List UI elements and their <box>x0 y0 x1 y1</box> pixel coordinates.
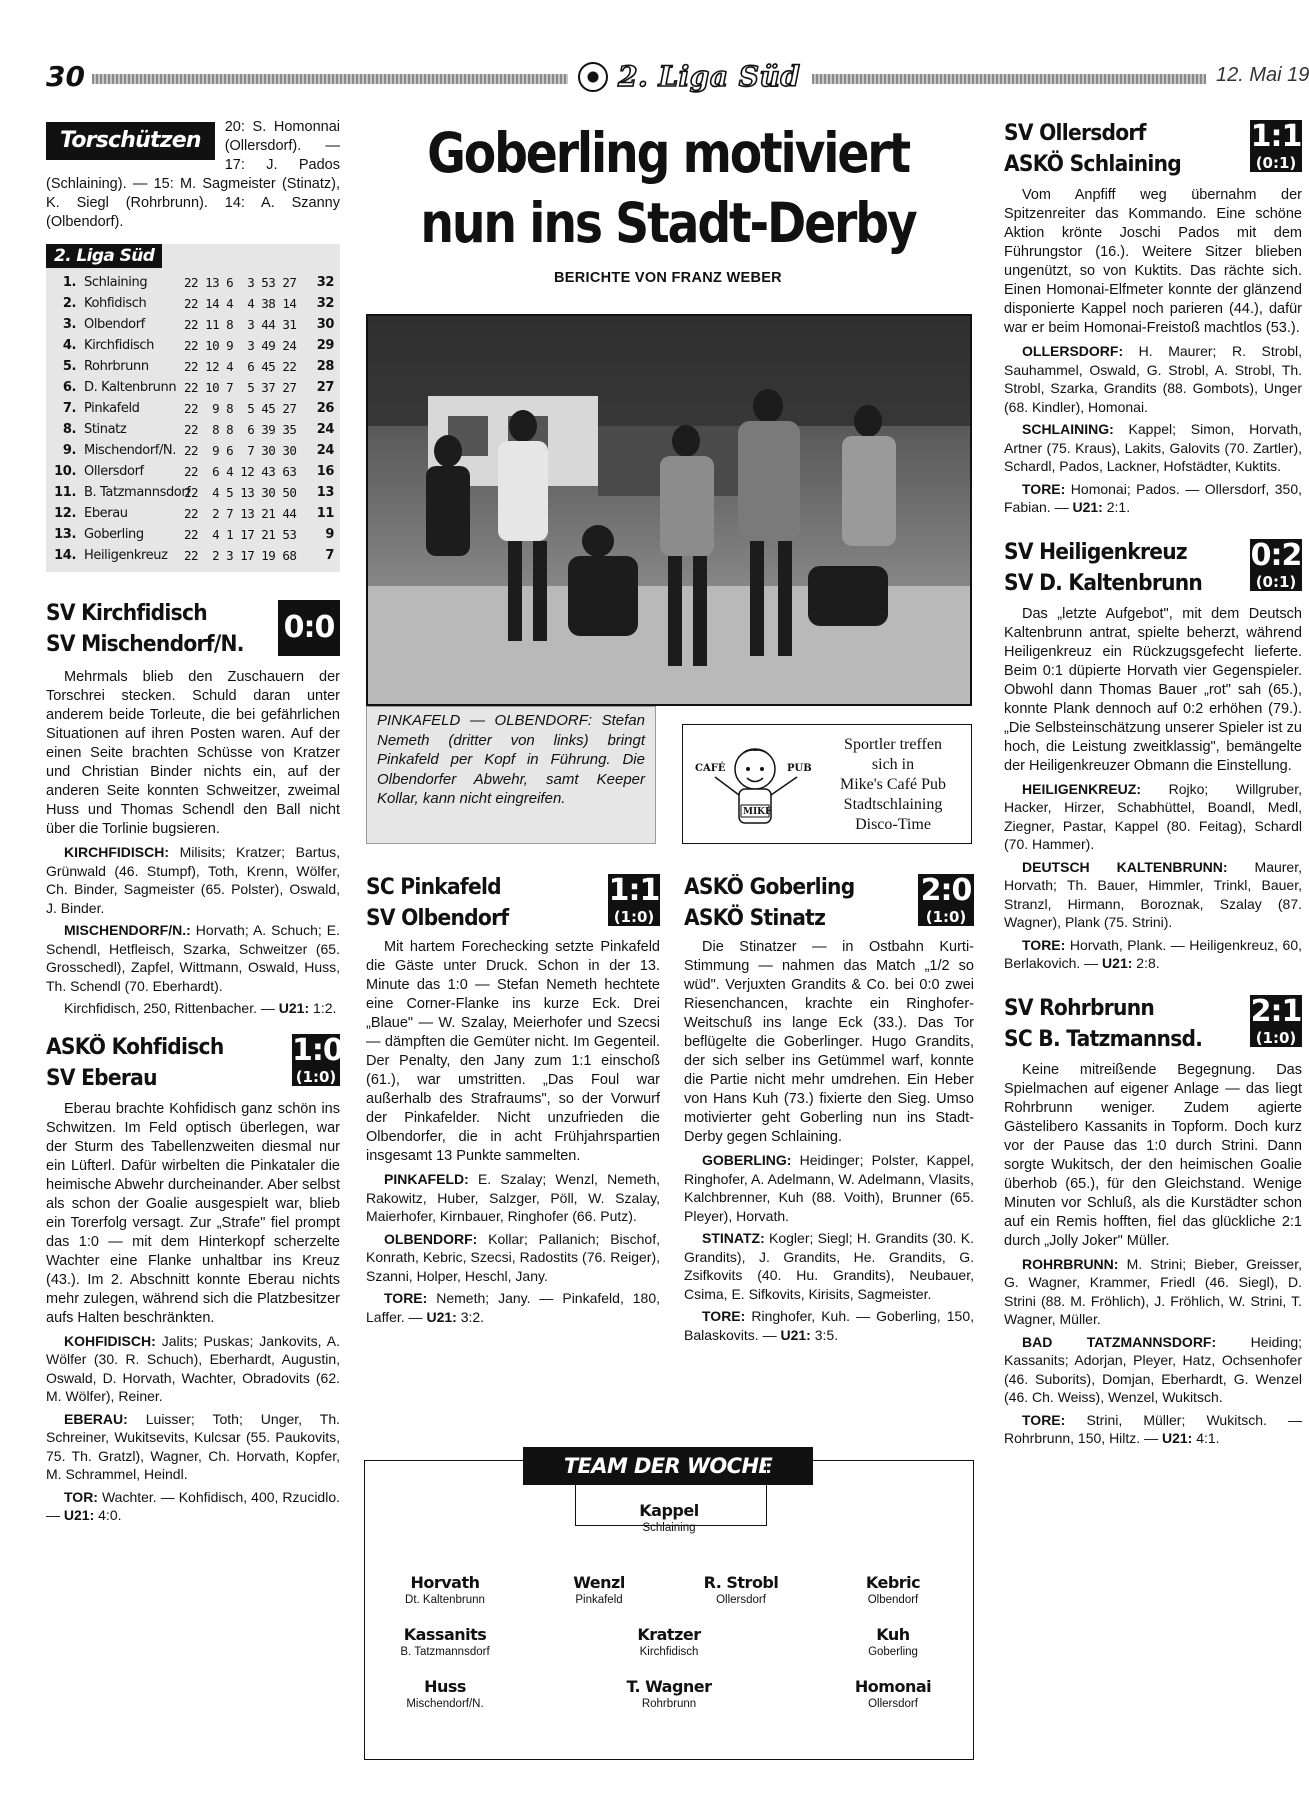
standings-table <box>46 244 340 572</box>
standings-team: Rohrbrunn <box>84 359 149 374</box>
standings-row <box>46 335 340 356</box>
team-of-week-player <box>365 1573 525 1607</box>
player-club: B. Tatzmannsdorf <box>400 1646 490 1658</box>
match-kohfidisch <box>46 1032 343 1525</box>
match-report: Vom Anpfiff weg übernahm der Spitzenreiter das Kommando. Eine schöne Aktion krönte Joschi Pados mit dem Führungstor (16.). Weitere Sitzer blieben ungenützt, so von Kuktits. Das rächte sich. Einen Homonai-Elfmeter konnte der glänzend disponierte Kappel noch parieren (44.), dafür war er beim Homonai-Freistoß machtlos (53.). <box>1004 187 1302 336</box>
standings-rank: 9. <box>62 443 76 458</box>
page-header <box>46 60 1309 94</box>
score-badge <box>918 874 974 926</box>
away-team: SV Olbendorf <box>366 906 509 931</box>
photo-illustration <box>368 316 970 704</box>
scorers-box <box>46 118 340 232</box>
standings-team: Goberling <box>84 527 144 542</box>
away-team: SV Mischendorf/N. <box>46 632 244 657</box>
match-teams <box>1004 537 1278 599</box>
player-name: Kassanits <box>403 1625 487 1644</box>
headline-line1: Goberling motiviert <box>427 121 909 185</box>
ad-badge: MIKE <box>743 807 772 817</box>
ad-sign-left: CAFÉ <box>695 763 726 774</box>
standings-row <box>46 461 340 482</box>
standings-pts: 28 <box>316 359 334 374</box>
standings-stats: 22 11 8 3 44 31 <box>184 317 297 332</box>
standings-team: D. Kaltenbrunn <box>84 380 177 395</box>
final-score: 1:1 <box>608 873 660 908</box>
match-teams <box>46 598 316 660</box>
standings-rank: 2. <box>62 296 76 311</box>
player-name: R. Strobl <box>703 1573 779 1592</box>
standings-row <box>46 272 340 293</box>
score-badge <box>1250 539 1302 591</box>
team-of-week-player <box>365 1677 525 1711</box>
soccer-ball-icon <box>578 62 608 92</box>
team-of-week-title: TEAM DER WOCHE <box>523 1447 813 1485</box>
standings-pts: 9 <box>325 527 334 542</box>
byline: BERICHTE VON FRANZ WEBER <box>554 270 782 286</box>
home-team: SV Ollersdorf <box>1004 121 1146 146</box>
standings-rank: 10. <box>54 464 76 479</box>
lineups: ROHRBRUNN: M. Strini; Bieber, Greisser, G. Wagner, Krammer, Friedl (46. Siegl), D. Strini (88. M. Fröhlich), J. Fröhlich, W. Strini, T. Wagner, Müller. BAD TATZMANNSDORF: Heiding; Kassanits; Adorjan, Pleyer, Hatz, Ochsenhofer (46. Suborits), Domjan, Eberhardt, G. Wenzel (46. Ch. Weiss), Wenzel, Wukitsch. TORE: Strini, Müller; Wukitsch. — Rohrbrunn, 150, Hiltz. — U21: 4:1. <box>1004 1255 1303 1446</box>
final-score: 1:0 <box>292 1032 343 1068</box>
standings-stats: 22 2 3 17 19 68 <box>184 548 297 563</box>
standings-stats: 22 9 6 7 30 30 <box>184 443 297 458</box>
player-club: Ollersdorf <box>868 1698 918 1710</box>
standings-pts: 16 <box>316 464 334 479</box>
player-club: Schlaining <box>642 1522 696 1534</box>
standings-pts: 30 <box>316 317 334 332</box>
player-club: Goberling <box>868 1646 918 1658</box>
standings-rank: 8. <box>62 422 76 437</box>
match-teams <box>366 872 636 934</box>
away-team: SV D. Kaltenbrunn <box>1004 570 1203 596</box>
team-of-week-player <box>813 1573 973 1607</box>
player-name: Huss <box>424 1677 466 1696</box>
player-club: Olbendorf <box>867 1594 919 1606</box>
player-name: Horvath <box>410 1573 480 1592</box>
match-report: Die Stinatzer — in Ostbahn Kurti-Stimmung — nahmen das Match „1/2 so wüd". Verjuxten Grandits & Co. bei 0:0 zwei Riesenchancen, krachte ein Ringhofer-Weitschuß ins lange Eck (33.). Das Tor beflügelte die Goberlinger. Hugo Grandits, der sich selber ins Getümmel warf, konnte die Partie nicht mehr umdrehen. Ein Heber von Hans Kuh (73.) fixierte den Sieg. Umso motivierter geht Goberling nun ins Stadt-Derby gegen Schlaining. <box>684 939 974 1145</box>
standings-stats: 22 8 8 6 39 35 <box>184 422 297 437</box>
standings-pts: 29 <box>316 338 334 353</box>
standings-team: Kohfidisch <box>84 296 147 311</box>
match-teams <box>1004 118 1278 180</box>
right-column <box>1004 118 1303 1768</box>
standings-pts: 32 <box>316 275 334 290</box>
home-team: SV Kirchfidisch <box>46 601 207 626</box>
lineups: KIRCHFIDISCH: Milisits; Kratzer; Bartus, Grünwald (46. Stumpf), Toth, Krenn, Wölfer, Ch. Binder, Sagmeister (65. Polster), Oswald, J. Binder. MISCHENDORF/N.: Horvath; A. Schuch; E. Schendl, Hetfleisch, Szarka, Schweitzer (65. Grosschedl), Zapfel, Wittmann, Oswald, Huss, Th. Schendl (70. Eberhardt). Kirchfidisch, 250, Rittenbacher. — U21: 1:2. <box>46 844 341 1016</box>
team-of-week <box>364 1454 974 1760</box>
team-of-week-player <box>365 1625 525 1659</box>
away-team: ASKÖ Schlaining <box>1004 152 1181 177</box>
halftime-score: (1:0) <box>295 1067 337 1086</box>
page-number: 30 <box>46 60 85 93</box>
standings-rank: 4. <box>62 338 76 353</box>
match-teams <box>1004 993 1278 1055</box>
scorers-title: Torschützen <box>46 122 215 160</box>
lineups: GOBERLING: Heidinger; Polster, Kappel, Ringhofer, A. Adelmann, W. Adelmann, Vlasits, Kalchbrenner, Kuh (88. Voith), Brunner (65. Pleyer), Horvath. STINATZ: Kogler; Siegl; H. Grandits (30. K. Grandits), J. Grandits, He. Grandits, G. Zsifkovits (40. Hu. Grandits), Neubauer, Csima, E. Sifkovits, Kirisits, Sagmeister. TORE: Ringhofer, Kuh. — Goberling, 150, Balaskovits. — U21: 3:5. <box>684 1152 975 1343</box>
standings-row <box>46 293 340 314</box>
halftime-score: (1:0) <box>1255 1028 1297 1047</box>
standings-stats: 22 2 7 13 21 44 <box>184 506 297 521</box>
lineups: KOHFIDISCH: Jalits; Puskas; Jankovits, A. Wölfer (30. R. Schuch), Eberhardt, Augustin, Oswald, D. Horvath, Wachter, Obradovits (62. M. Wölfer), Reiner. EBERAU: Luisser; Toth; Unger, Th. Schreiner, Wukitsevits, Kulcsar (55. Paukovits, 75. Th. Gratzl), Wagner, Ch. Horvath, Kopfer, M. Schrammel, Heindl. TOR: Wachter. — Kohfidisch, 400, Rzucidlo. — U21: 4:0. <box>46 1332 340 1523</box>
standings-pts: 7 <box>325 548 334 563</box>
ad-sign-right: PUB <box>787 763 812 774</box>
match-pinkafeld <box>366 872 660 1330</box>
standings-stats: 22 4 1 17 21 53 <box>184 527 297 542</box>
issue-date: 12. Mai 19 <box>1216 64 1309 86</box>
player-name: Wenzl <box>573 1573 625 1592</box>
standings-team: Heiligenkreuz <box>84 548 168 563</box>
player-name: Homonai <box>854 1677 932 1696</box>
match-report: Mehrmals blieb den Zuschauern der Torschrei stecken. Schuld daran unter anderem beide Torleute, die bei gefährlichen Situationen auf ihren Posten waren. Auf der einen Seite brachten Schüsse von Kratzer und Christian Binder nichts ein, auf der anderen Seite konnten Schweitzer, zweimal Huss und Thomas Schendl den Ball nicht über die Torlinie bugsieren. <box>46 669 340 837</box>
score-badge <box>292 1032 343 1086</box>
standings-team: Ollersdorf <box>84 464 144 479</box>
standings-stats: 22 12 4 6 45 22 <box>184 359 297 374</box>
halftime-score: (1:0) <box>925 908 967 926</box>
standings-rank: 3. <box>62 317 76 332</box>
photo-caption: PINKAFELD — OLBENDORF: Stefan Nemeth (dritter von links) bringt Pinkafeld per Kopf in Führung. Die Olbendorfer Abwehr, samt Keeper Kollar, kann nicht eingreifen. <box>366 706 656 844</box>
score-badge <box>1250 120 1302 172</box>
player-name: Kuh <box>876 1625 910 1644</box>
player-name: T. Wagner <box>626 1677 712 1696</box>
home-team: SC Pinkafeld <box>366 875 501 900</box>
standings-pts: 27 <box>316 380 334 395</box>
home-team: SV Heiligenkreuz <box>1004 539 1187 565</box>
header-rule-left <box>92 74 568 84</box>
lineups: OLLERSDORF: H. Maurer; R. Strobl, Sauhammel, Oswald, G. Strobl, A. Strobl, Th. Strobl, Szarka, Grandits (88. Gombots), Unger (68. Kindler), Homonai. SCHLAINING: Kappel; Simon, Horvath, Artner (75. Kraus), Lakits, Galovits (70. Zartler), Schardl, Pados, Lackner, Hofstädter, Kuktits. TORE: Homonai; Pados. — Ollersdorf, 350, Fabian. — U21: 2:1. <box>1004 343 1303 515</box>
lineups: PINKAFELD: E. Szalay; Wenzl, Nemeth, Rakowitz, Huber, Salzger, Pöll, W. Szalay, Maierhofer, Kirnbauer, Ringhofer (66. Putz). OLBENDORF: Kollar; Pallanich; Bischof, Konrath, Kebric, Szecsi, Radostits (76. Reiger), Szanni, Holper, Heschl, Jany. TORE: Nemeth; Jany. — Pinkafeld, 180, Laffer. — U21: 3:2. <box>366 1171 661 1325</box>
header-rule-right <box>812 74 1206 84</box>
match-heiligenkreuz <box>1004 537 1302 973</box>
player-club: Kirchfidisch <box>639 1646 699 1658</box>
standings-row <box>46 377 340 398</box>
player-name: Kebric <box>865 1573 921 1592</box>
standings-team: Olbendorf <box>84 317 145 332</box>
standings-team: B. Tatzmannsdorf <box>84 485 191 500</box>
player-club: Ollersdorf <box>716 1594 766 1606</box>
match-teams <box>46 1032 316 1094</box>
team-of-week-player <box>519 1573 679 1607</box>
match-report: Eberau brachte Kohfidisch ganz schön ins Schwitzen. Im Feld optisch überlegen, war der Sturm des Tabellenzweiten diesmal nur ein Lüfterl. Dafür wirbelten die Pinkataler die heimische Abwehr durcheinander. Aber selbst als schon der Goalie ausgespielt war, blieb ein Torerfolg versagt. Zur „Strafe" fiel prompt das 1:0 — mit dem Hinterkopf scherzelte Wachter eine Flanke unhaltbar ins Kreuz (43.). Im 2. Abschnitt konnte Eberau nichts mehr zulegen, während sich die Platzbesitzer aufs Halten beschränkten. <box>46 1100 340 1326</box>
standings-rank: 5. <box>62 359 76 374</box>
standings-stats: 22 10 9 3 49 24 <box>184 338 297 353</box>
standings-team: Schlaining <box>84 275 148 290</box>
score-badge <box>1250 995 1302 1047</box>
lineups: HEILIGENKREUZ: Rojko; Willgruber, Hacker, Hirzer, Schabhüttel, Boandl, Medl, Ziegner, Pastar, Kappel (80. Feitag), Schardl (70. Hammer). DEUTSCH KALTENBRUNN: Maurer, Horvath; Th. Bauer, Himmler, Trinkl, Bauer, Stranzl, Hirmann, Boroznak, Szalay (87. Wagner), Plank (75. Strini). TORE: Horvath, Plank. — Heiligenkreuz, 60, Berlakovich. — U21: 2:8. <box>1004 780 1302 971</box>
halftime-score: (0:1) <box>1255 154 1297 172</box>
standings-rank: 12. <box>54 506 76 521</box>
standings-row <box>46 545 340 566</box>
standings-team: Pinkafeld <box>84 401 140 416</box>
standings-rank: 6. <box>62 380 76 395</box>
standings-rank: 7. <box>62 401 76 416</box>
halftime-score: (1:0) <box>613 908 655 926</box>
left-column <box>46 118 343 1529</box>
match-ollersdorf <box>1004 118 1302 517</box>
away-team: ASKÖ Stinatz <box>684 906 826 931</box>
standings-row <box>46 524 340 545</box>
standings-stats: 22 6 4 12 43 63 <box>184 464 297 479</box>
standings-rank: 11. <box>54 485 76 500</box>
standings-team: Eberau <box>84 506 128 521</box>
score-badge <box>608 874 660 926</box>
standings-row <box>46 314 340 335</box>
standings-rank: 13. <box>54 527 76 542</box>
standings-row <box>46 440 340 461</box>
headline-line2: nun ins Stadt-Derby <box>420 191 916 255</box>
standings-pts: 26 <box>316 401 334 416</box>
match-report: Das „letzte Aufgebot", mit dem Deutsch Kaltenbrunn antrat, spielte beherzt, während Heiligenkreuz ein Rückzugsgefecht lieferte. Beim 0:1 düpierte Horvath vier Gegenspieler. Obwohl dann Thomas Bauer „rot" sah (65.), konnte Plank dennoch auf 0:2 erhöhen (79.). „Die Selbsteinschätzung unserer Spieler ist zu hoch, die Leistung zweitklassig", bemängelte der Heiligenkreuzer Obmann die Einstellung. <box>1004 605 1302 774</box>
final-score: 2:0 <box>920 873 972 908</box>
standings-pts: 11 <box>316 506 334 521</box>
team-of-week-player <box>589 1501 749 1535</box>
home-team: ASKÖ Kohfidisch <box>46 1034 224 1060</box>
match-report: Keine mitreißende Begegnung. Das Spielmachen auf eigener Anlage — das liegt Rohrbrunn weniger. Zudem agierte Gästelibero Kassanits in Topform. Doch kurz vor der Pause das 1:0 durch Strini. Dann sorgte Wukitsch, der den heimischen Goalie überhob (65.), für den Gleichstand. Wenige Minuten vor Schluß, als die Kurstädter schon auf ein Remis hofften, fiel das glückliche 2:1 durch „Jolly Joker" Müller. <box>1004 1061 1302 1249</box>
section-title: 2. Liga Süd <box>618 60 801 93</box>
final-score: 0:2 <box>1250 537 1302 573</box>
home-team: SV Rohrbrunn <box>1004 995 1155 1021</box>
standings-pts: 32 <box>316 296 334 311</box>
player-club: Mischendorf/N. <box>406 1698 484 1710</box>
player-name: Kappel <box>639 1501 699 1520</box>
final-score: 0:0 <box>283 610 335 645</box>
standings-team: Kirchfidisch <box>84 338 154 353</box>
cafe-pub-ad[interactable] <box>682 724 972 844</box>
standings-stats: 22 4 5 13 30 50 <box>184 485 297 500</box>
team-of-week-player <box>813 1677 973 1711</box>
team-of-week-player <box>813 1625 973 1659</box>
standings-team: Mischendorf/N. <box>84 443 176 458</box>
score-badge <box>278 600 340 656</box>
standings-row <box>46 419 340 440</box>
player-club: Dt. Kaltenbrunn <box>405 1594 485 1606</box>
halftime-score: (0:1) <box>1255 572 1297 591</box>
standings-stats: 22 10 7 5 37 27 <box>184 380 297 395</box>
standings-row <box>46 356 340 377</box>
match-kirchfidisch <box>46 598 340 1018</box>
standings-row <box>46 503 340 524</box>
standings-pts: 24 <box>316 443 334 458</box>
standings-stats: 22 9 8 5 45 27 <box>184 401 297 416</box>
standings-row <box>46 482 340 503</box>
ad-text: Sportler treffen sich in Mike's Café Pub Stadtschlaining Disco-Time <box>840 736 946 833</box>
standings-pts: 24 <box>316 422 334 437</box>
player-club: Rohrbrunn <box>641 1698 697 1710</box>
away-team: SV Eberau <box>46 1065 157 1091</box>
away-team: SC B. Tatzmannsd. <box>1004 1026 1203 1052</box>
standings-stats: 22 14 4 4 38 14 <box>184 296 297 311</box>
final-score: 1:1 <box>1250 119 1302 154</box>
mike-cartoon-logo <box>691 735 821 835</box>
home-team: ASKÖ Goberling <box>684 875 855 900</box>
team-of-week-player <box>589 1677 749 1711</box>
team-of-week-player <box>589 1625 749 1659</box>
match-teams <box>684 872 951 934</box>
standings-row <box>46 398 340 419</box>
match-photo <box>366 314 972 706</box>
standings-rank: 1. <box>62 275 76 290</box>
match-rohrbrunn <box>1004 993 1302 1448</box>
player-club: Pinkafeld <box>575 1594 623 1606</box>
match-report: Mit hartem Forechecking setzte Pinkafeld die Gäste unter Druck. Schon in der 13. Minute das 1:0 — Stefan Nemeth hechtete eine Corner-Flanke ins kurze Eck. Drei „Blaue" — W. Szalay, Meierhofer und Szecsi — dämpften die Gemüter nicht. Im Gegenteil. Der Penalty, den Jany zum 1:1 einschoß (61.), war umstritten. „Das Foul war außerhalb des Strafraums", so der Vorwurf der Pinkafelder. Nicht unzufrieden die Olbendorfer, die in acht Frühjahrspartien insgesamt 13 Punkte sammelten. <box>366 939 660 1164</box>
standings-title: 2. Liga Süd <box>46 244 162 268</box>
player-name: Kratzer <box>637 1625 701 1644</box>
standings-rank: 14. <box>54 548 76 563</box>
team-of-week-player <box>661 1573 821 1607</box>
standings-stats: 22 13 6 3 53 27 <box>184 275 297 290</box>
scorers-text: 20: S. Homonnai (Ollersdorf). — 17: J. Pados (Schlaining). — 15: M. Sagmeister (Stinatz), K. Siegl (Rohrbrunn). 14: A. Szanny (Olbendorf). <box>46 119 340 230</box>
standings-pts: 13 <box>316 485 334 500</box>
final-score: 2:1 <box>1250 993 1302 1029</box>
match-goberling <box>684 872 974 1348</box>
headline <box>364 118 972 286</box>
standings-team: Stinatz <box>84 422 127 437</box>
